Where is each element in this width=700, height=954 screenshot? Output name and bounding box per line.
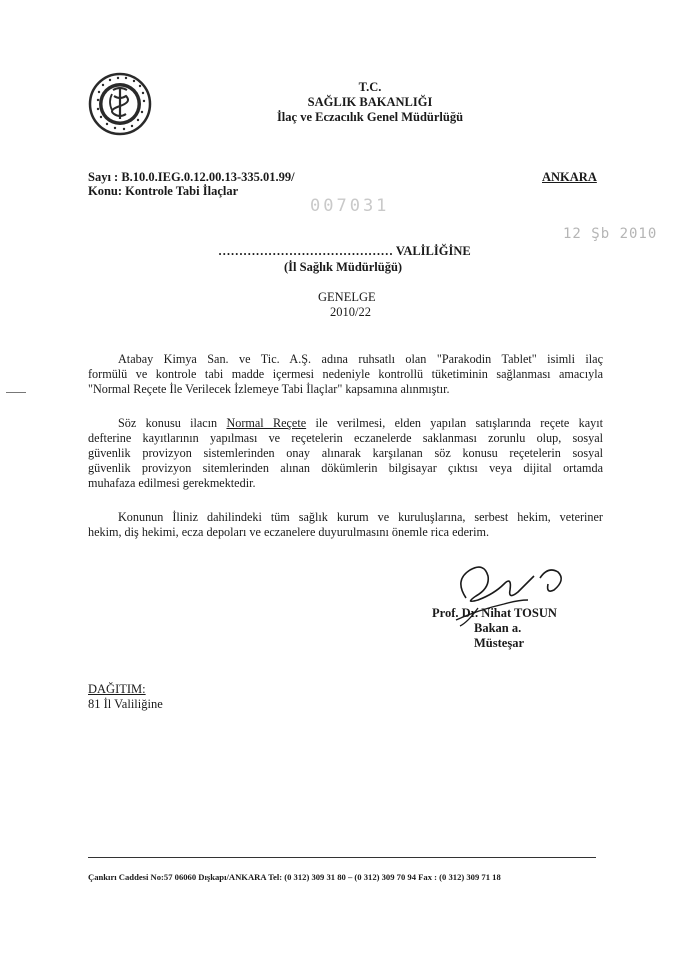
paragraph-line: "Normal Reçete İle Verilecek İzlemeye Tabi İlaçlar" kapsamına alınmıştır. <box>88 382 450 396</box>
circular-number: 2010/22 <box>330 305 371 319</box>
distribution-item: 81 İl Valiliğine <box>88 697 163 711</box>
paragraph-line: muhafaza edilmesi gerekmektedir. <box>88 476 256 490</box>
letterhead-tc: T.C. <box>358 80 382 94</box>
reference-number: Sayı : B.10.0.IEG.0.12.00.13-335.01.99/ <box>88 170 295 184</box>
letterhead-ministry: SAĞLIK BAKANLIĞI <box>307 95 433 109</box>
city-name: ANKARA <box>542 170 597 184</box>
addressee-governorship: …………………………………… VALİLİĞİNE <box>218 244 471 258</box>
paragraph-line: Atabay Kimya San. ve Tic. A.Ş. adına ruhsatlı olan "Parakodin Tablet" isimli ilaç <box>118 352 603 366</box>
circular-title: GENELGE <box>318 290 376 304</box>
body-paragraph-1 <box>88 352 603 397</box>
registry-stamp: 007031 <box>310 196 390 216</box>
subject-line: Konu: Kontrole Tabi İlaçlar <box>88 184 239 198</box>
normal-recete-term: Normal Reçete <box>226 416 307 430</box>
margin-mark <box>6 392 26 393</box>
paragraph-line <box>88 416 603 431</box>
paragraph-line: güvenlik provizyon sitemlerinden alınan dökümlerin bilgisayar çıktısı veya dijital ortamda <box>88 461 603 475</box>
paragraph-line: Konunun İliniz dahilindeki tüm sağlık kurum ve kuruluşlarına, serbest hekim, veteriner <box>118 510 603 524</box>
footer-divider <box>88 857 596 858</box>
ministry-seal-logo <box>88 72 152 136</box>
paragraph-line: hekim, diş hekimi, ecza depoları ve eczanelere duyurulmasını önemle rica ederim. <box>88 525 490 539</box>
paragraph-line: defterine kayıtlarının yapılması ve reçetelerin eczanelerde saklanması zorunlu olup, sosyal <box>88 431 603 445</box>
footer-contact: Çankırı Caddesi No:57 06060 Dışkapı/ANKARA Tel: (0 312) 309 31 80 – (0 312) 309 70 94 Fax : (0 312) 309 71 18 <box>88 872 501 882</box>
distribution-title: DAĞITIM: <box>88 682 146 696</box>
date-stamp: 12 Şb 2010 <box>563 226 658 242</box>
paragraph-text: Söz konusu ilacın <box>118 416 218 430</box>
paragraph-line: güvenlik provizyon sistemlerinden onay alınarak karşılanan söz konusu reçetelerin sosyal <box>88 446 603 460</box>
letterhead-directorate: İlaç ve Eczacılık Genel Müdürlüğü <box>276 110 464 124</box>
body-paragraph-3 <box>88 510 603 540</box>
paragraph-text: ile verilmesi, elden yapılan satışlarında reçete kayıt <box>315 416 603 430</box>
signatory-title: Müsteşar <box>474 636 524 650</box>
letterhead <box>220 80 520 125</box>
paragraph-line: formülü ve kontrole tabi madde içermesi nedeniyle kontrollü tüketiminin sağlanması amacıyla <box>88 367 603 381</box>
addressee-health-directorate: (İl Sağlık Müdürlüğü) <box>284 260 403 274</box>
body-paragraph-2 <box>88 416 603 491</box>
signatory-name: Prof. Dr. Nihat TOSUN <box>432 606 557 620</box>
signatory-role: Bakan a. <box>474 621 522 635</box>
